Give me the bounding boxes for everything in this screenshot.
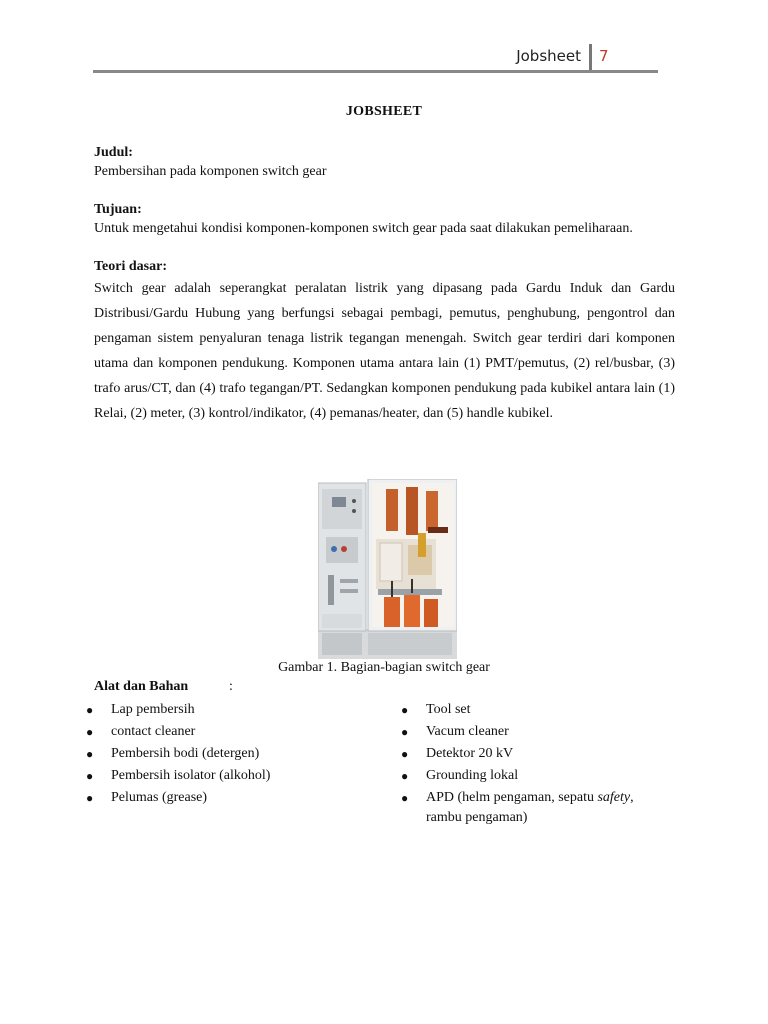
bullet-icon: ●	[86, 769, 94, 783]
header-rule	[93, 70, 658, 73]
bullet-icon: ●	[86, 725, 94, 739]
tujuan-heading: Tujuan:	[94, 202, 142, 217]
tools-heading: Alat dan Bahan	[94, 679, 189, 694]
bullet-icon: ●	[401, 791, 409, 805]
tujuan-text: Untuk mengetahui kondisi komponen-komponen switch gear pada saat dilakukan pemeliharaan.	[94, 221, 633, 236]
bullet-icon: ●	[86, 747, 94, 761]
list-item: ● APD (helm pengaman, sepatu safety, rambu pengaman)	[401, 787, 671, 828]
bullet-icon: ●	[401, 703, 409, 717]
list-item: ● Pembersih bodi (detergen)	[86, 743, 376, 765]
list-item: ● Tool set	[401, 699, 671, 721]
page-number: 7	[599, 47, 609, 65]
judul-heading: Judul:	[94, 145, 133, 160]
bullet-icon: ●	[401, 769, 409, 783]
header-label: Jobsheet	[516, 47, 581, 65]
figure-caption: Gambar 1. Bagian-bagian switch gear	[278, 660, 490, 675]
switchgear-image	[318, 479, 457, 659]
list-item: ● contact cleaner	[86, 721, 376, 743]
tools-list-right	[401, 699, 671, 828]
tools-colon: :	[229, 679, 233, 694]
bullet-icon: ●	[86, 791, 94, 805]
list-item: ● Pembersih isolator (alkohol)	[86, 765, 376, 787]
list-item: ● Grounding lokal	[401, 765, 671, 787]
judul-text: Pembersihan pada komponen switch gear	[94, 164, 327, 179]
teori-heading: Teori dasar:	[94, 259, 167, 274]
bullet-icon: ●	[401, 747, 409, 761]
bullet-icon: ●	[86, 703, 94, 717]
bullet-icon: ●	[401, 725, 409, 739]
teori-text: Switch gear adalah seperangkat peralatan listrik yang dipasang pada Gardu Induk dan Gardu Distribusi/Gardu Hubung yang berfungsi sebagai pembagi, pemutus, penghubung, pengontrol dan pengaman sistem penyaluran tenaga listrik tegangan menengah. Switch gear terdiri dari komponen utama dan komponen pendukung. Komponen utama antara lain (1) PMT/pemutus, (2) rel/busbar, (3) trafo arus/CT, dan (4) trafo tegangan/PT. Sedangkan komponen pendukung pada kubikel antara lain (1) Relai, (2) meter, (3) kontrol/indikator, (4) pemanas/heater, dan (5) handle kubikel.	[94, 281, 675, 421]
list-item: ● Vacum cleaner	[401, 721, 671, 743]
tools-list-left	[86, 699, 376, 809]
list-item: ● Pelumas (grease)	[86, 787, 376, 809]
list-item: ● Detektor 20 kV	[401, 743, 671, 765]
document-body	[94, 143, 675, 426]
header-divider	[589, 44, 592, 70]
list-item: ● Lap pembersih	[86, 699, 376, 721]
document-title: JOBSHEET	[345, 104, 423, 119]
page-header	[93, 44, 658, 72]
